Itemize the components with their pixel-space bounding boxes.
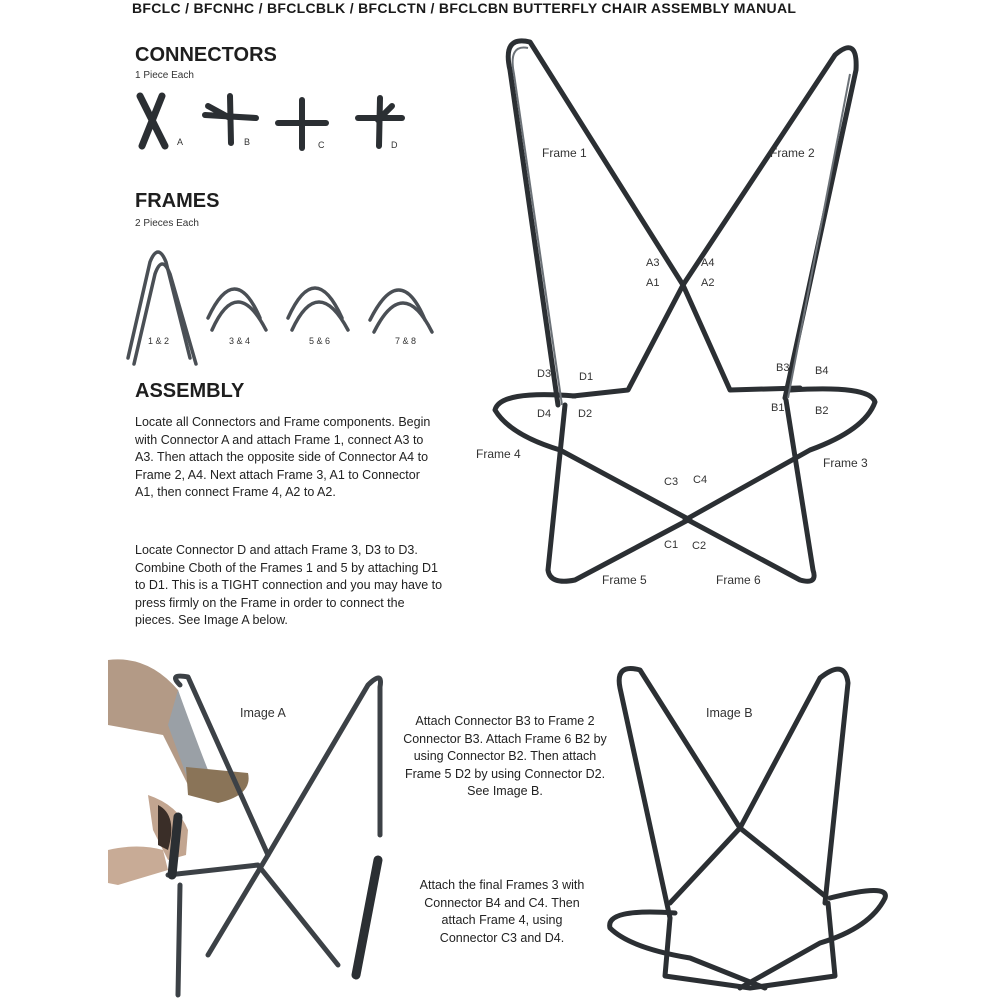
point-b3: B3	[776, 362, 790, 374]
image-b-label: Image B	[706, 706, 753, 720]
connectors-heading: CONNECTORS	[135, 44, 277, 66]
point-b4: B4	[815, 365, 829, 377]
point-d3: D3	[537, 368, 552, 380]
point-d2: D2	[578, 408, 593, 420]
frame-3-4-shape-b	[212, 302, 266, 330]
image-a-label: Image A	[240, 706, 286, 720]
instruction-step-2: Attach the final Frames 3 with Connector B4 and C4. Then attach Frame 4, using Connector C3 and D4.	[419, 878, 585, 945]
connector-d-shape	[358, 98, 402, 146]
frame-5-label: Frame 5	[602, 573, 647, 587]
frame-5-6-shape-b	[292, 302, 348, 330]
frame-1-label: Frame 1	[542, 146, 587, 160]
connector-c-label: C	[318, 140, 325, 150]
frame-3-4-lower-left	[573, 285, 800, 396]
point-d4: D4	[537, 408, 552, 420]
point-a1: A1	[646, 277, 660, 289]
connector-b-shape	[205, 96, 256, 143]
point-c3: C3	[664, 476, 679, 488]
point-b1: B1	[771, 402, 785, 414]
frame-1-2-outline	[508, 41, 856, 405]
frames-heading: FRAMES	[135, 190, 220, 212]
frame-1-2-label: 1 & 2	[148, 336, 170, 346]
connector-a-shape	[140, 96, 165, 146]
frame-5-6-lower	[548, 400, 814, 581]
frame-illustrations	[120, 240, 460, 370]
frame-3-label: Frame 3	[823, 456, 868, 470]
manual-title: BFCLC / BFCNHC / BFCLCBLK / BFCLCTN / BFCLCBN BUTTERFLY CHAIR ASSEMBLY MANUAL	[132, 0, 797, 16]
assembly-heading: ASSEMBLY	[135, 380, 245, 402]
connector-d-label: D	[391, 140, 398, 150]
instruction-step-1: Attach Connector B3 to Frame 2 Connector B3. Attach Frame 6 B2 by using Connector B2. Then attach Frame 5 D2 by using Connector D2. See Image B.	[403, 714, 607, 798]
point-d1: D1	[579, 371, 594, 383]
frame-2-label: Frame 2	[770, 146, 815, 160]
frame-7-8-label: 7 & 8	[395, 336, 417, 346]
frame-4-label: Frame 4	[476, 447, 521, 461]
point-c2: C2	[692, 540, 707, 552]
connector-a-label: A	[177, 137, 184, 147]
point-c4: C4	[693, 474, 708, 486]
frame-3-4-label: 3 & 4	[229, 336, 251, 346]
connector-illustrations	[130, 88, 430, 158]
point-b2: B2	[815, 405, 829, 417]
frame-5-6-label: 5 & 6	[309, 336, 331, 346]
frame-7-8-shape-b	[374, 303, 432, 332]
assembly-paragraph-2: Locate Connector D and attach Frame 3, D3 to D3. Combine Cboth of the Frames 1 and 5 by attaching D1 to D1. This is a TIGHT connection and you may have to press firmly on the Frame in order to connect the pieces. See Image A below.	[135, 543, 443, 627]
connector-b-label: B	[244, 137, 251, 147]
chair-assembly-diagram	[480, 30, 900, 600]
assembly-paragraph-1: Locate all Connectors and Frame components. Begin with Connector A and attach Frame 1, connect A3 to A3. Then attach the opposite side of Connector A4 to Frame 2, A4. Next attach Frame 3, A1 to Connector A1, then connect Frame 4, A2 to A2.	[135, 415, 431, 499]
connectors-subheading: 1 Piece Each	[135, 70, 194, 81]
frames-subheading: 2 Pieces Each	[135, 218, 199, 229]
point-c1: C1	[664, 539, 679, 551]
frame-6-label: Frame 6	[716, 573, 761, 587]
point-a2: A2	[701, 277, 715, 289]
point-a3: A3	[646, 257, 660, 269]
frame-wing-left	[495, 395, 690, 520]
point-a4: A4	[701, 257, 715, 269]
